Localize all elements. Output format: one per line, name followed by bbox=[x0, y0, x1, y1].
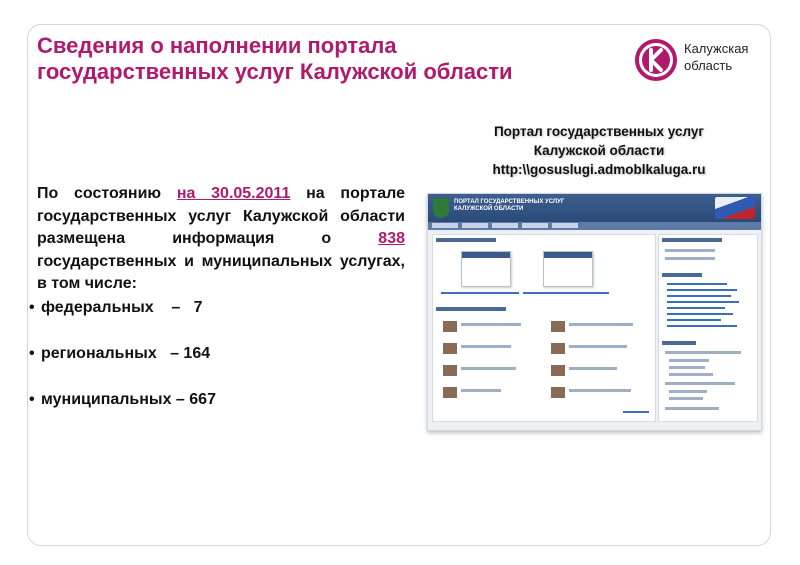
portal-caption-line-1: Портал государственных услуг bbox=[493, 124, 705, 139]
slide-title bbox=[37, 33, 557, 85]
logo-text-line-2: область bbox=[684, 58, 733, 73]
portal-nav-item bbox=[462, 223, 488, 228]
portal-link bbox=[667, 283, 727, 285]
list-item-text: федеральных – 7 bbox=[41, 299, 203, 316]
info-middle: на портале государственных услуг Калужской области размещена информация о bbox=[37, 185, 405, 247]
portal-text-line bbox=[461, 367, 516, 370]
portal-picture bbox=[443, 365, 457, 376]
portal-link bbox=[667, 319, 721, 321]
list-item-text: региональных – 164 bbox=[41, 345, 211, 362]
portal-link bbox=[667, 289, 737, 291]
info-date: на 30.05.2011 bbox=[176, 185, 291, 202]
portal-screenshot bbox=[427, 193, 762, 431]
portal-picture bbox=[443, 321, 457, 332]
portal-nav-item bbox=[552, 223, 578, 228]
portal-text-line bbox=[669, 373, 713, 376]
portal-text-line bbox=[669, 390, 707, 393]
portal-caption-line-2: Калужской области bbox=[533, 143, 665, 158]
list-item-text: муниципальных – 667 bbox=[41, 391, 216, 408]
portal-link bbox=[667, 313, 733, 315]
kaluga-region-logo bbox=[634, 38, 764, 80]
portal-section-heading bbox=[662, 341, 696, 345]
portal-sidebar bbox=[658, 234, 758, 422]
portal-header-title bbox=[454, 199, 564, 213]
portal-text-line bbox=[569, 323, 633, 326]
info-paragraph bbox=[37, 183, 405, 296]
portal-thumbnail bbox=[461, 251, 511, 287]
portal-main-panel bbox=[432, 234, 656, 422]
portal-link bbox=[667, 307, 725, 309]
portal-caption bbox=[450, 122, 748, 179]
coat-of-arms-icon bbox=[433, 198, 449, 218]
portal-text-line bbox=[665, 382, 735, 385]
portal-text-line bbox=[569, 345, 627, 348]
portal-text-line bbox=[569, 389, 631, 392]
logo-text-line-1: Калужская bbox=[684, 41, 749, 56]
portal-text-line bbox=[461, 345, 511, 348]
kaluga-k-icon bbox=[634, 38, 678, 82]
portal-section-heading bbox=[662, 238, 722, 242]
portal-link bbox=[523, 292, 609, 294]
list-item-regional bbox=[29, 345, 210, 363]
portal-section-heading bbox=[662, 273, 702, 277]
portal-text-line bbox=[669, 359, 709, 362]
portal-header bbox=[428, 194, 761, 222]
portal-picture bbox=[443, 343, 457, 354]
portal-text-line bbox=[669, 397, 703, 400]
portal-text-line bbox=[461, 323, 521, 326]
list-item-municipal bbox=[29, 391, 216, 409]
portal-text-line bbox=[569, 367, 617, 370]
bullet-icon: • bbox=[29, 299, 35, 316]
portal-nav-item bbox=[522, 223, 548, 228]
portal-text-line bbox=[665, 249, 715, 252]
portal-picture bbox=[443, 387, 457, 398]
portal-link bbox=[667, 325, 737, 327]
portal-picture bbox=[551, 321, 565, 332]
portal-section-heading bbox=[436, 307, 506, 311]
info-suffix: государственных и муниципальных услугах, в том числе: bbox=[37, 252, 405, 292]
portal-text-line bbox=[665, 257, 715, 260]
portal-nav-item bbox=[432, 223, 458, 228]
portal-thumbnail bbox=[543, 251, 593, 287]
title-line-2: государственных услуг Калужской области bbox=[37, 59, 513, 84]
portal-link bbox=[623, 411, 649, 413]
portal-link bbox=[667, 301, 739, 303]
portal-link bbox=[667, 295, 731, 297]
portal-picture bbox=[551, 343, 565, 354]
info-count: 838 bbox=[378, 230, 405, 247]
portal-link bbox=[441, 292, 519, 294]
title-line-1: Сведения о наполнении портала bbox=[37, 33, 397, 58]
bullet-icon: • bbox=[29, 345, 35, 362]
portal-text-line bbox=[665, 351, 741, 354]
russian-flag-icon bbox=[715, 197, 755, 219]
portal-text-line bbox=[665, 407, 719, 410]
portal-nav-bar bbox=[428, 222, 761, 230]
list-item-federal bbox=[29, 299, 203, 317]
portal-header-title-line-2: КАЛУЖСКОЙ ОБЛАСТИ bbox=[454, 206, 524, 212]
portal-text-line bbox=[461, 389, 501, 392]
portal-nav-item bbox=[492, 223, 518, 228]
portal-text-line bbox=[669, 366, 705, 369]
bullet-icon: • bbox=[29, 391, 35, 408]
portal-picture bbox=[551, 365, 565, 376]
portal-url[interactable]: http:\\gosuslugi.admoblkaluga.ru bbox=[492, 162, 706, 177]
portal-header-title-line-1: ПОРТАЛ ГОСУДАРСТВЕННЫХ УСЛУГ bbox=[454, 199, 565, 205]
portal-section-heading bbox=[436, 238, 496, 242]
portal-picture bbox=[551, 387, 565, 398]
info-prefix: По состоянию bbox=[37, 185, 177, 202]
